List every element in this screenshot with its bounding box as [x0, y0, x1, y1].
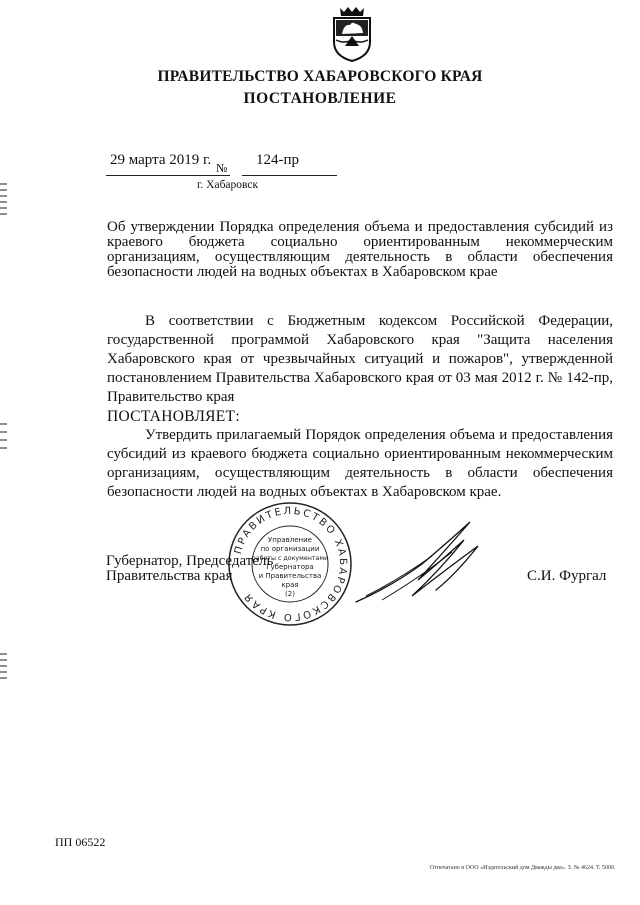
stamp-line: работы с документами — [251, 555, 329, 562]
number-underline — [242, 175, 337, 176]
document-number: 124-пр — [256, 152, 300, 168]
stamp-line: края — [281, 581, 299, 589]
edge-marks — [0, 420, 8, 460]
stamp-line: Губернатора — [266, 563, 314, 571]
intro-paragraph: В соответствии с Бюджетным кодексом Российской Федерации, государственной программой Хабаровского края "Защита населения Хабаровского края от чрезвычайных ситуаций и пожаров", утвержденной постановлением Правительства Хабаровского края от 03 мая 2012 г. № 142-пр, Правительство края — [107, 313, 613, 405]
date-underline — [106, 175, 230, 176]
stamp-ring-text: ПРАВИТЕЛЬСТВО ХАБАРОВСКОГО КРАЯ — [232, 505, 349, 623]
handwritten-signature — [352, 516, 488, 608]
position-line: Правительства края — [106, 568, 233, 584]
resolution-item: Утвердить прилагаемый Порядок определения объема и предоставления субсидий из краевого бюджета социально ориентированным некоммерческим организациям, осуществляющим деятельность в области обеспечения безопасности людей на водных объектах в Хабаровском крае. — [107, 427, 613, 500]
document-body — [107, 312, 613, 502]
document-type: ПОСТАНОВЛЕНИЕ — [243, 90, 397, 107]
signer-name: С.И. Фургал — [527, 568, 607, 584]
stamp-line: Управление — [268, 536, 312, 544]
stamp-line: и Правительства — [258, 572, 322, 580]
edge-marks — [0, 180, 8, 220]
edge-marks — [0, 650, 8, 690]
number-sign: № — [216, 161, 228, 175]
stamp-line: по организации — [260, 545, 320, 553]
resolves-heading: ПОСТАНОВЛЯЕТ: — [107, 408, 240, 425]
document-city: г. Хабаровск — [197, 179, 259, 191]
document-date: 29 марта 2019 г. — [110, 152, 212, 168]
document-subject: Об утверждении Порядка определения объема и предоставления субсидий из краевого бюджета социально ориентированным некоммерческим организациям, осуществляющим деятельность в области обеспечения безопасности людей на водных объектах в Хабаровском крае — [107, 219, 613, 280]
stamp-line: (2) — [285, 590, 295, 598]
document-code: ПП 06522 — [55, 835, 106, 849]
position-line: Губернатор, Председатель — [106, 553, 274, 569]
government-title: ПРАВИТЕЛЬСТВО ХАБАРОВСКОГО КРАЯ — [157, 68, 483, 85]
signatory-position — [106, 554, 273, 584]
khabarovsk-coat-of-arms-icon — [330, 6, 374, 62]
printer-note: Отпечатано в ООО «Издательский дом Дважды два». З. № 4624. Т. 5000. — [430, 865, 616, 871]
